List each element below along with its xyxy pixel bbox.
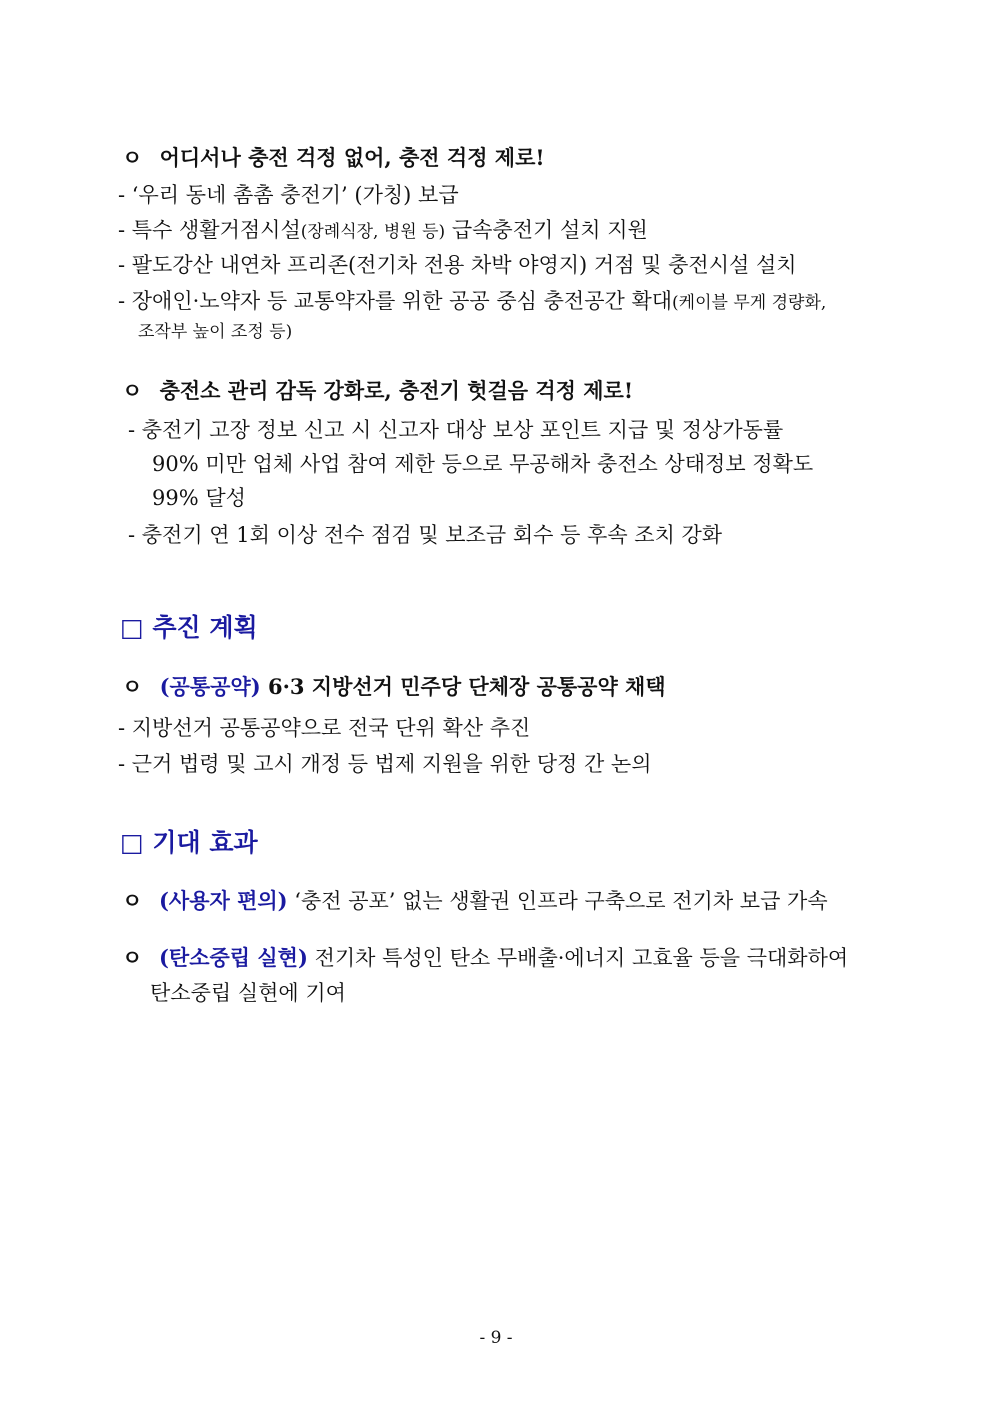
list-item-continuation: 90% 미만 업체 사업 참여 제한 등으로 무공해차 충전소 상태정보 정확도 [152, 452, 814, 476]
heading-text: 어디서나 충전 걱정 없어, 충전 걱정 제로! [159, 145, 545, 170]
section1-heading [122, 144, 545, 172]
list-item: - 장애인·노약자 등 교통약자를 위한 공공 중심 충전공간 확대(케이블 무게 경량화, [118, 289, 827, 313]
plan-title: □ 추진 계획 [120, 613, 258, 642]
list-item-continuation: 조작부 높이 조정 등) [138, 322, 293, 342]
effect-item [122, 944, 848, 972]
bullet: ㅇ [122, 945, 143, 970]
effect-label: (사용자 편의) [158, 888, 288, 913]
list-item: - ‘우리 동네 촘촘 충전기’ (가칭) 보급 [118, 183, 459, 207]
section2-heading [122, 377, 633, 405]
list-item: - 특수 생활거점시설(장례식장, 병원 등) 급속충전기 설치 지원 [118, 218, 648, 242]
effect-title: □ 기대 효과 [120, 828, 258, 857]
bullet: ㅇ [122, 145, 143, 170]
list-item: - 지방선거 공통공약으로 전국 단위 확산 추진 [118, 716, 531, 740]
list-item-continuation: 99% 달성 [152, 486, 246, 510]
effect-label: (탄소중립 실현) [158, 945, 308, 970]
heading-text: 6·3 지방선거 민주당 단체장 공통공약 채택 [260, 674, 666, 699]
plan-heading [122, 673, 666, 701]
list-item: - 팔도강산 내연차 프리존(전기차 전용 차박 야영지) 거점 및 충전시설 설치 [118, 253, 797, 277]
list-item: - 근거 법령 및 고시 개정 등 법제 지원을 위한 당정 간 논의 [118, 752, 652, 776]
plan-label: (공통공약) [159, 674, 261, 699]
page-number: - 9 - [479, 1328, 513, 1348]
list-item: - 충전기 연 1회 이상 전수 점검 및 보조금 회수 등 후속 조치 강화 [128, 523, 723, 547]
effect-item-continuation: 탄소중립 실현에 기여 [150, 981, 346, 1005]
bullet: ㅇ [122, 674, 143, 699]
effect-item [122, 887, 828, 915]
effect-text: 전기차 특성인 탄소 무배출·에너지 고효율 등을 극대화하여 [307, 946, 849, 970]
list-item: - 충전기 고장 정보 신고 시 신고자 대상 보상 포인트 지급 및 정상가동률 [128, 418, 784, 442]
bullet: ㅇ [122, 378, 143, 403]
bullet: ㅇ [122, 888, 143, 913]
effect-text: ‘충전 공포’ 없는 생활권 인프라 구축으로 전기차 보급 가속 [287, 889, 828, 913]
heading-text: 충전소 관리 감독 강화로, 충전기 헛걸음 걱정 제로! [159, 378, 634, 403]
